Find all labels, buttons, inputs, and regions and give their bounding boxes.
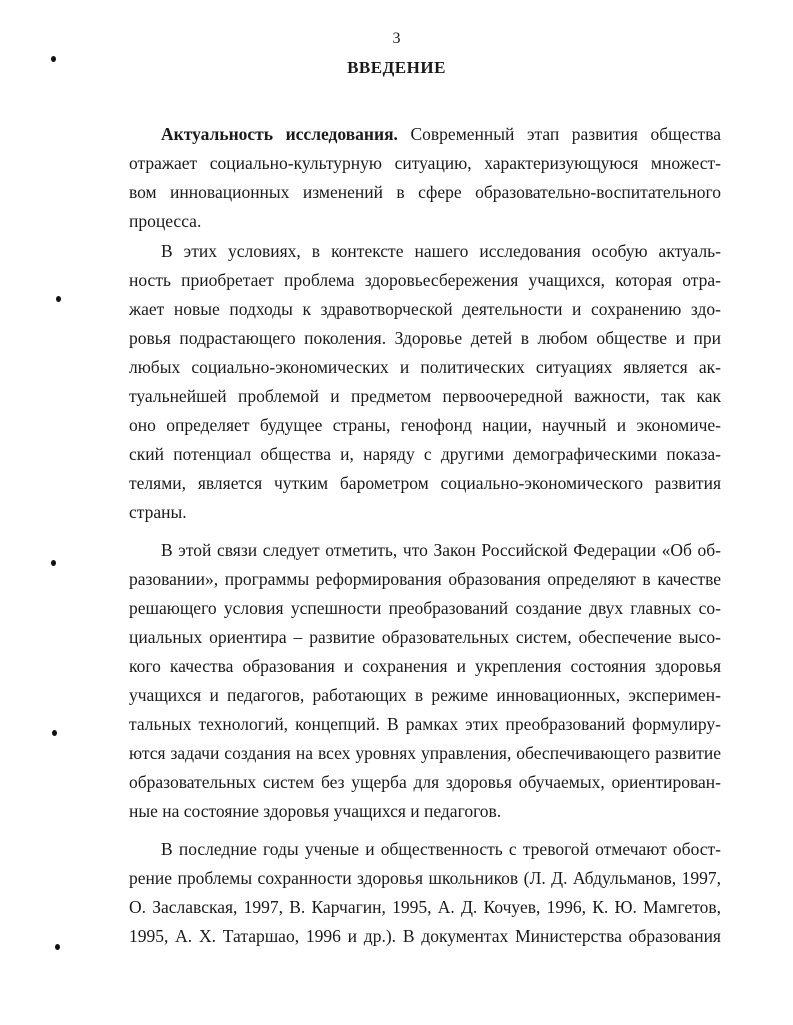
text-line: ные на состояние здоровья учащихся и педагогов. (129, 801, 502, 821)
text-line: ность приобретает проблема здоровьесбережения учащихся, которая отра- (129, 270, 721, 290)
text-line: кого качества образования и сохранения и укрепления состояния здоровья (129, 656, 721, 676)
text-line: Актуальность исследования. Современный этап развития общества (161, 124, 721, 144)
text-line: ровья подрастающего поколения. Здоровье детей в любом обществе и при (129, 328, 721, 348)
margin-dot (56, 296, 61, 302)
text-line: процесса. (129, 211, 202, 231)
text-line: страны. (129, 502, 187, 522)
text-line: образовательных систем без ущерба для здоровья обучаемых, ориентирован- (129, 772, 721, 792)
text-line: туальнейшей проблемой и предметом первоочередной важности, так как (129, 386, 721, 406)
margin-dot (55, 944, 60, 950)
text-line: телями, является чутким барометром социально-экономического развития (129, 473, 721, 493)
margin-dot (51, 56, 56, 62)
text-line: тальных технологий, концепций. В рамках этих преобразований формулиру- (129, 714, 721, 734)
text-line: разовании», программы реформирования образования определяют в качестве (129, 569, 721, 589)
text-line: 1995, А. Х. Татаршао, 1996 и др.). В документах Министерства образования (129, 926, 721, 946)
text-line: ский потенциал общества и, наряду с другими демографическими показа- (129, 444, 721, 464)
text-line: любых социально-экономических и политических ситуациях является ак- (129, 357, 721, 377)
text-line: В этой связи следует отметить, что Закон Российской Федерации «Об об- (161, 540, 721, 560)
margin-dot (52, 730, 57, 736)
text-line: В этих условиях, в контексте нашего исследования особую актуаль- (161, 241, 721, 261)
text-line: отражает социально-культурную ситуацию, характеризующуюся множест- (129, 153, 721, 173)
text-line: учащихся и педагогов, работающих в режиме инновационных, эксперимен- (129, 685, 721, 705)
text-line: жает новые подходы к здравотворческой деятельности и сохранению здо- (129, 299, 721, 319)
margin-dot (51, 560, 56, 566)
lead-phrase: Актуальность исследования. (161, 124, 398, 144)
text-line: О. Заславская, 1997, В. Карчагин, 1995, А. Д. Кочуев, 1996, К. Ю. Мамгетов, (129, 897, 721, 917)
text-line: В последние годы ученые и общественность с тревогой отмечают обост- (161, 839, 721, 859)
text-line: решающего условия успешности преобразований создание двух главных со- (129, 598, 721, 618)
text-line: циальных ориентира – развитие образовательных систем, обеспечение высо- (129, 627, 721, 647)
page-title: ВВЕДЕНИЕ (347, 58, 446, 77)
page-number: 3 (392, 30, 401, 47)
text-line: вом инновационных изменений в сфере образовательно-воспитательного (129, 182, 721, 202)
text-line: оно определяет будущее страны, генофонд нации, научный и экономиче- (129, 415, 721, 435)
text-line: рение проблемы сохранности здоровья школьников (Л. Д. Абдульманов, 1997, (129, 868, 721, 888)
text-line: ются задачи создания на всех уровнях управления, обеспечивающего развитие (129, 743, 721, 763)
